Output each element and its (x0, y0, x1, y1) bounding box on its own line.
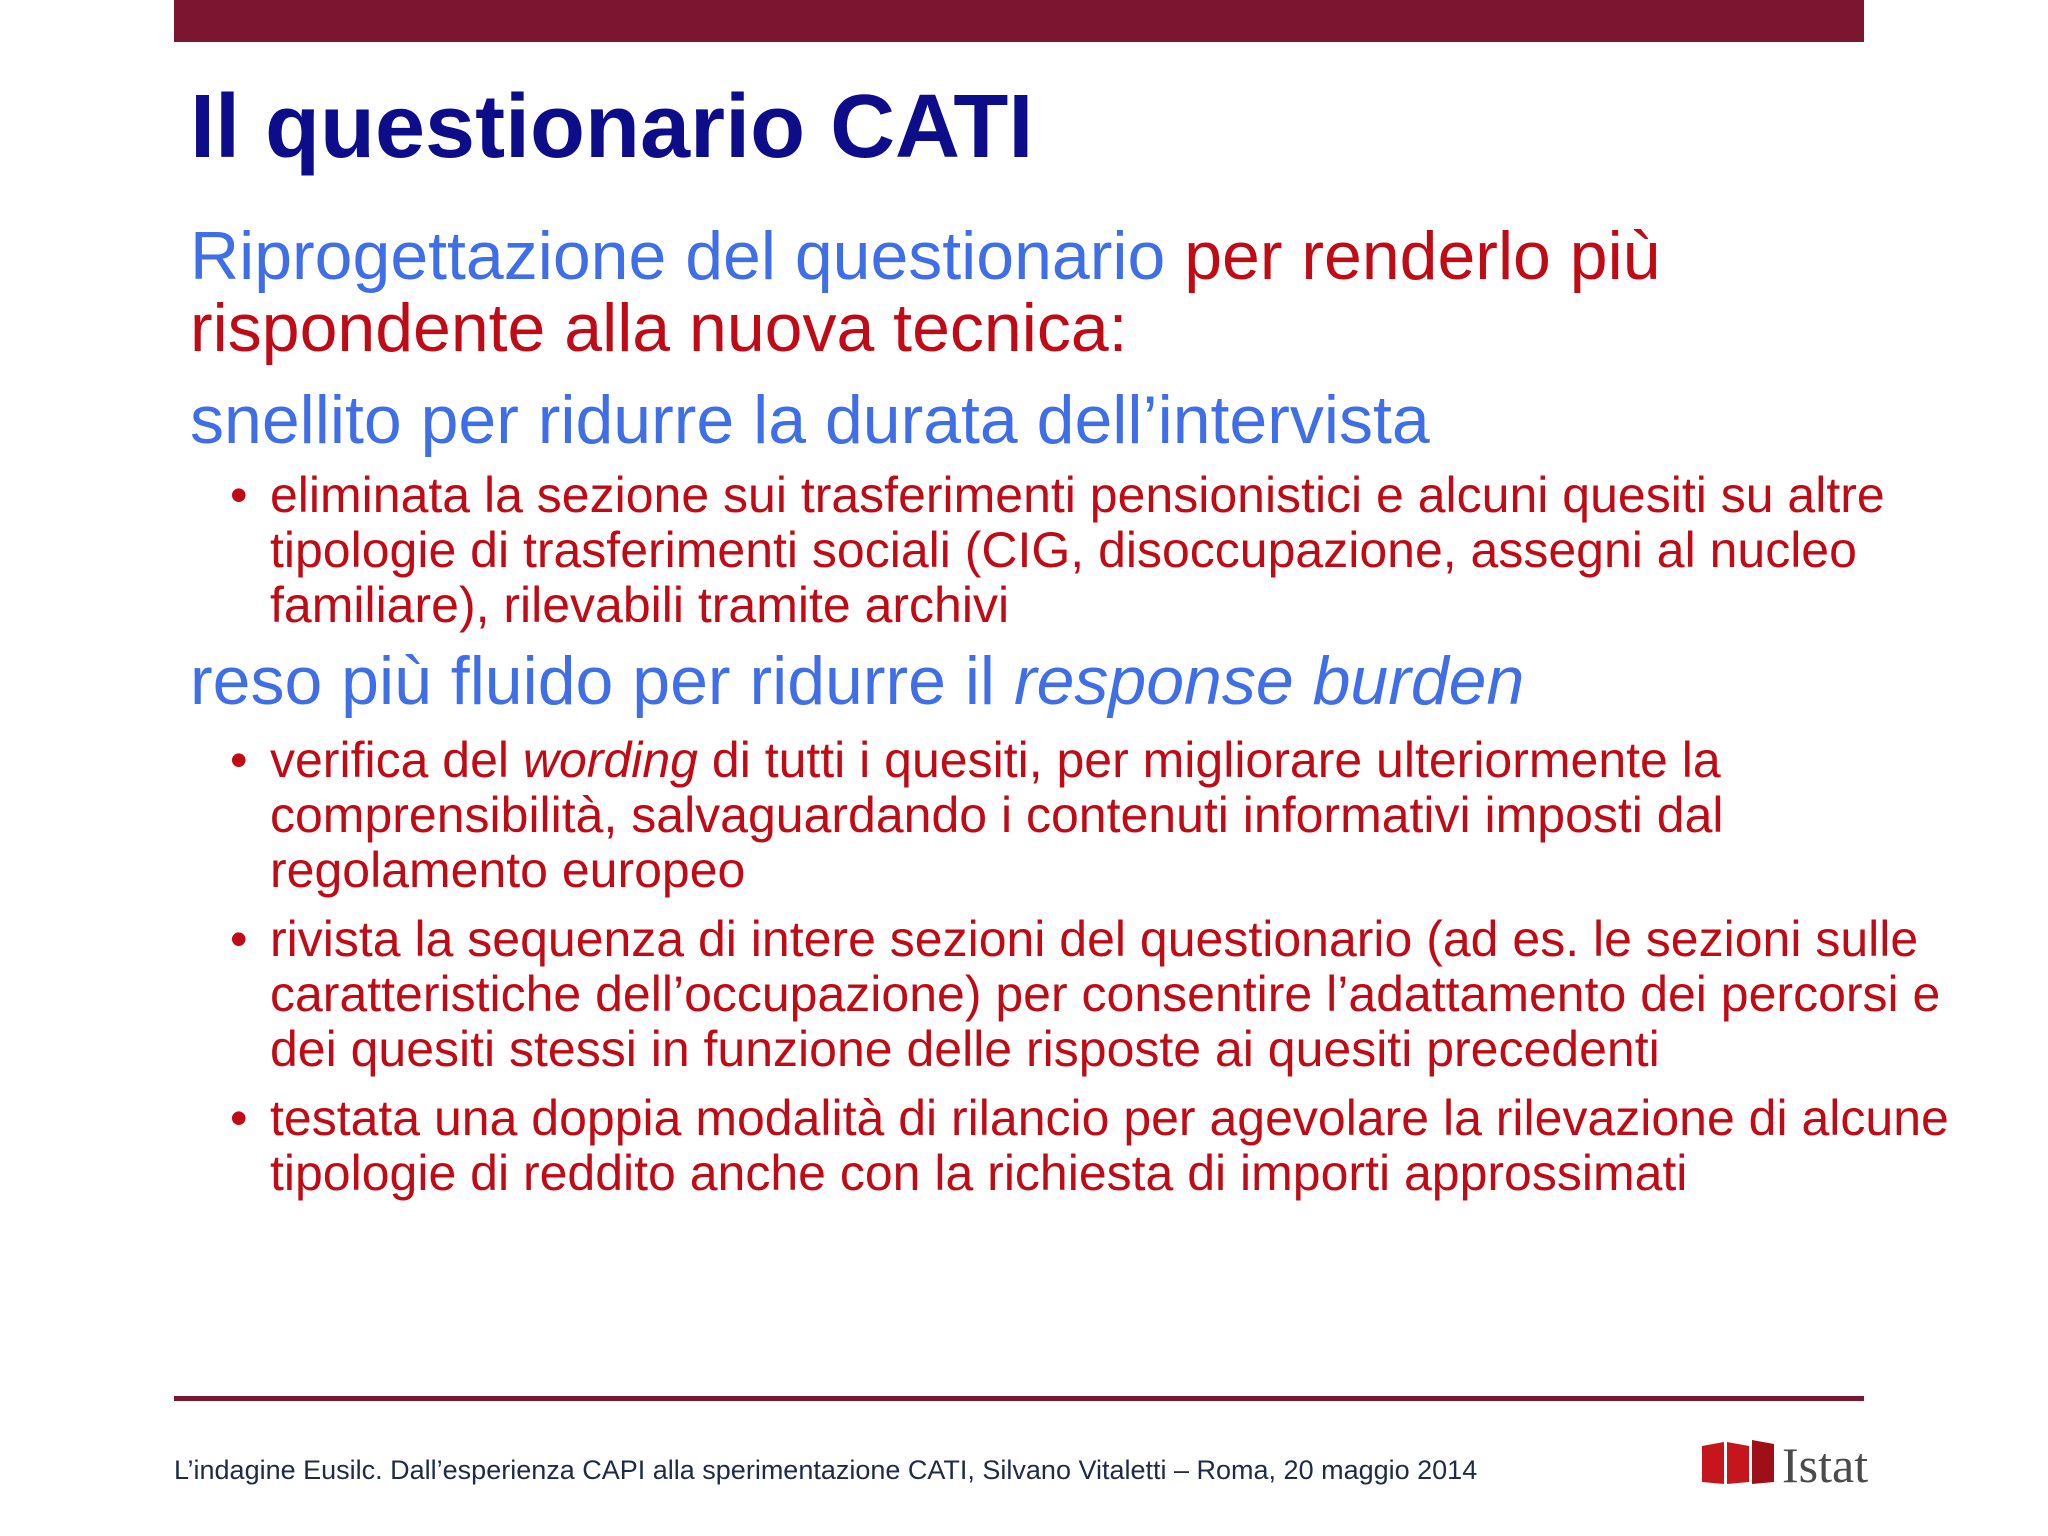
bullet-icon: • (230, 1090, 248, 1146)
bullet-icon: • (230, 732, 248, 788)
istat-logo (1702, 1432, 1872, 1492)
bullet-item (190, 912, 1950, 1077)
top-bar (174, 0, 1864, 42)
bullet-text-pre: verifica del (270, 732, 523, 788)
footer-divider (174, 1396, 1864, 1401)
bullet-text-post: di tutti i quesiti, per migliorare ulteriormente la comprensibilità, salvaguardando i contenuti informativi imposti dal regolamento europeo (270, 732, 1724, 898)
section-heading-fluido (190, 645, 1950, 717)
footer-caption: L’indagine Eusilc. Dall’esperienza CAPI alla sperimentazione CATI, Silvano Vitaletti – Roma, 20 maggio 2014 (174, 1455, 1478, 1485)
bullet-icon: • (230, 911, 248, 967)
section2-bullets (190, 733, 1950, 1201)
bullet-text: testata una doppia modalità di rilancio per agevolare la rilevazione di alcune tipologie di reddito anche con la richiesta di importi approssimati (270, 1090, 1949, 1201)
bullet-text-italic: wording (522, 732, 698, 788)
intro-paragraph (190, 220, 1950, 364)
bullet-item (190, 733, 1950, 898)
bullet-item (190, 468, 1950, 633)
slide-title: Il questionario CATI (190, 77, 1034, 177)
bullet-text: rivista la sequenza di intere sezioni del questionario (ad es. le sezioni sulle caratteristiche dell’occupazione) per consentire l’adattamento dei percorsi e dei quesiti stessi in funzione delle risposte ai quesiti precedenti (270, 911, 1941, 1077)
bullet-text: eliminata la sezione sui trasferimenti pensionistici e alcuni quesiti su altre tipologie di trasferimenti sociali (CIG, disoccupazione, assegni al nucleo familiare), rilevabili tramite archivi (270, 467, 1885, 633)
istat-logo-icon (1702, 1438, 1776, 1486)
slide-content (190, 220, 1950, 1201)
section1-bullets (190, 468, 1950, 633)
intro-lead: Riprogettazione del questionario (190, 218, 1166, 294)
intro-rest: per renderlo più rispondente alla nuova tecnica: (190, 218, 1661, 366)
section-heading-fluido-plain: reso più fluido per ridurre il (190, 643, 1014, 719)
section-heading-snellito: snellito per ridurre la durata dell’intervista (190, 382, 1430, 458)
section-heading-fluido-italic: response burden (1013, 643, 1525, 719)
bullet-icon: • (230, 467, 248, 523)
istat-logo-text: Istat (1782, 1437, 1869, 1493)
bullet-item (190, 1091, 1950, 1201)
